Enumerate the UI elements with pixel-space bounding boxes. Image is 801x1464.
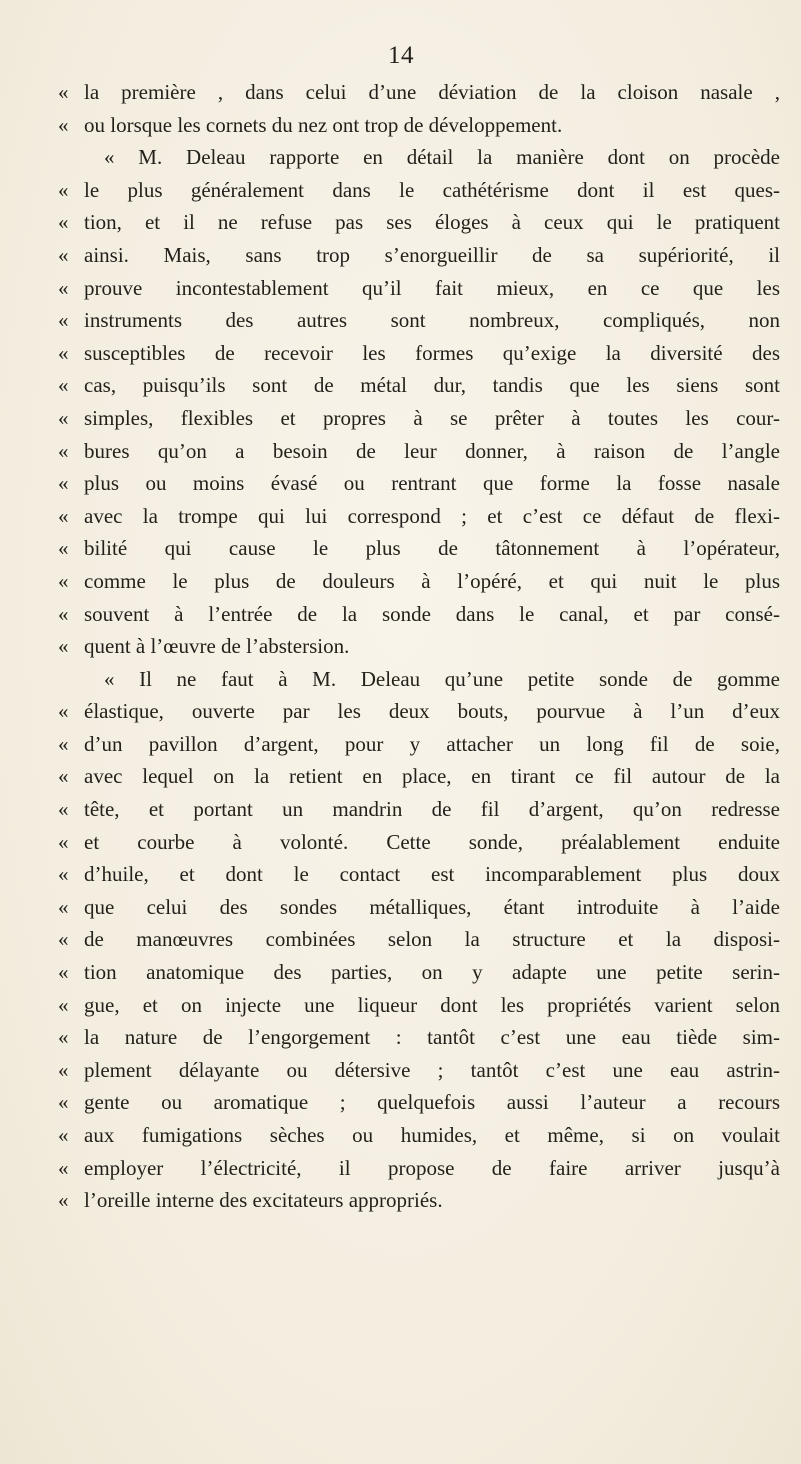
line-text: quent à l’œuvre de l’abstersion.	[84, 634, 350, 659]
text-line	[58, 1119, 786, 1152]
text-line	[58, 239, 786, 272]
quote-mark: «	[58, 471, 69, 496]
text-line	[58, 1021, 786, 1054]
text-line	[58, 565, 786, 598]
text-line	[58, 923, 786, 956]
text-line	[58, 467, 786, 500]
quote-mark: «	[58, 1057, 69, 1082]
quote-mark: «	[58, 177, 69, 202]
line-text: avec lequel on la retient en place, en tirant ce fil autour de la	[84, 764, 780, 789]
quote-mark: «	[58, 536, 69, 561]
line-text: la nature de l’engorgement : tantôt c’est une eau tiède sim-	[84, 1025, 780, 1050]
line-text: tion anatomique des parties, on y adapte une petite serin-	[84, 960, 780, 985]
text-line	[58, 141, 786, 174]
text-line	[58, 663, 786, 696]
line-text: gente ou aromatique ; quelquefois aussi l’auteur a recours	[84, 1090, 780, 1115]
line-text: plement délayante ou détersive ; tantôt c’est une eau astrin-	[84, 1057, 780, 1082]
text-line	[58, 956, 786, 989]
text-line	[58, 435, 786, 468]
text-line	[58, 272, 786, 305]
text-line	[58, 76, 786, 109]
line-text: plus ou moins évasé ou rentrant que forme la fosse nasale	[84, 471, 780, 496]
quote-mark: «	[58, 210, 69, 235]
text-line	[58, 1054, 786, 1087]
quote-mark: «	[58, 503, 69, 528]
line-text: « M. Deleau rapporte en détail la manière dont on procède	[104, 145, 780, 170]
line-text: tion, et il ne refuse pas ses éloges à ceux qui le pratiquent	[84, 210, 780, 235]
line-text: comme le plus de douleurs à l’opéré, et qui nuit le plus	[84, 568, 780, 593]
line-text: élastique, ouverte par les deux bouts, pourvue à l’un d’eux	[84, 699, 780, 724]
body-text	[58, 76, 786, 1217]
line-text: prouve incontestablement qu’il fait mieux, en ce que les	[84, 275, 780, 300]
line-text: simples, flexibles et propres à se prêter à toutes les cour-	[84, 405, 780, 430]
line-text: gue, et on injecte une liqueur dont les propriétés varient selon	[84, 992, 780, 1017]
quote-mark: «	[58, 1155, 69, 1180]
line-text: employer l’électricité, il propose de faire arriver jusqu’à	[84, 1155, 780, 1180]
quote-mark: «	[58, 894, 69, 919]
quote-mark: «	[58, 797, 69, 822]
text-line	[58, 174, 786, 207]
text-line	[58, 695, 786, 728]
line-text: ainsi. Mais, sans trop s’enorgueillir de sa supériorité, il	[84, 242, 780, 267]
text-line	[58, 760, 786, 793]
text-line	[58, 891, 786, 924]
quote-mark: «	[58, 992, 69, 1017]
line-text: de manœuvres combinées selon la structure et la disposi-	[84, 927, 780, 952]
line-text: l’oreille interne des excitateurs appropriés.	[84, 1188, 443, 1213]
line-text: bures qu’on a besoin de leur donner, à raison de l’angle	[84, 438, 780, 463]
text-line	[58, 304, 786, 337]
quote-mark: «	[58, 731, 69, 756]
line-text: le plus généralement dans le cathétérisme dont il est ques-	[84, 177, 780, 202]
quote-mark: «	[58, 275, 69, 300]
line-text: d’un pavillon d’argent, pour y attacher un long fil de soie,	[84, 731, 780, 756]
quote-mark: «	[58, 829, 69, 854]
quote-mark: «	[58, 862, 69, 887]
line-text: bilité qui cause le plus de tâtonnement à l’opérateur,	[84, 536, 780, 561]
quote-mark: «	[58, 960, 69, 985]
quote-mark: «	[58, 601, 69, 626]
quote-mark: «	[58, 340, 69, 365]
line-text: avec la trompe qui lui correspond ; et c’est ce défaut de flexi-	[84, 503, 780, 528]
text-line	[58, 598, 786, 631]
line-text: et courbe à volonté. Cette sonde, préalablement enduite	[84, 829, 780, 854]
text-line	[58, 206, 786, 239]
quote-mark: «	[58, 438, 69, 463]
line-text: souvent à l’entrée de la sonde dans le canal, et par consé-	[84, 601, 780, 626]
line-text: instruments des autres sont nombreux, compliqués, non	[84, 308, 780, 333]
line-text: que celui des sondes métalliques, étant introduite à l’aide	[84, 894, 780, 919]
text-line	[58, 1086, 786, 1119]
quote-mark: «	[58, 927, 69, 952]
quote-mark: «	[58, 242, 69, 267]
line-text: susceptibles de recevoir les formes qu’exige la diversité des	[84, 340, 780, 365]
text-line	[58, 1152, 786, 1185]
line-text: d’huile, et dont le contact est incomparablement plus doux	[84, 862, 780, 887]
text-line	[58, 500, 786, 533]
line-text: ou lorsque les cornets du nez ont trop de développement.	[84, 112, 563, 137]
text-line	[58, 402, 786, 435]
quote-mark: «	[58, 634, 69, 659]
quote-mark: «	[58, 764, 69, 789]
quote-mark: «	[58, 308, 69, 333]
quote-mark: «	[58, 373, 69, 398]
quote-mark: «	[58, 1025, 69, 1050]
line-text: aux fumigations sèches ou humides, et même, si on voulait	[84, 1123, 780, 1147]
page-number: 14	[388, 42, 414, 69]
line-text: tête, et portant un mandrin de fil d’argent, qu’on redresse	[84, 797, 780, 822]
quote-mark: «	[58, 112, 69, 137]
quote-mark: «	[58, 568, 69, 593]
text-line	[58, 337, 786, 370]
quote-mark: «	[58, 1123, 69, 1147]
text-line	[58, 793, 786, 826]
line-text: la première , dans celui d’une déviation de la cloison nasale ,	[84, 80, 780, 104]
quote-mark: «	[58, 1090, 69, 1115]
text-line	[58, 369, 786, 402]
text-line	[58, 858, 786, 891]
line-text: « Il ne faut à M. Deleau qu’une petite sonde de gomme	[104, 666, 780, 691]
quote-mark: «	[58, 405, 69, 430]
text-line	[58, 826, 786, 859]
text-line	[58, 1184, 786, 1217]
line-text: cas, puisqu’ils sont de métal dur, tandis que les siens sont	[84, 373, 780, 398]
text-line	[58, 630, 786, 663]
text-line	[58, 728, 786, 761]
text-line	[58, 532, 786, 565]
text-line	[58, 989, 786, 1022]
quote-mark: «	[58, 80, 69, 104]
text-line	[58, 109, 786, 142]
quote-mark: «	[58, 1188, 69, 1213]
quote-mark: «	[58, 699, 69, 724]
